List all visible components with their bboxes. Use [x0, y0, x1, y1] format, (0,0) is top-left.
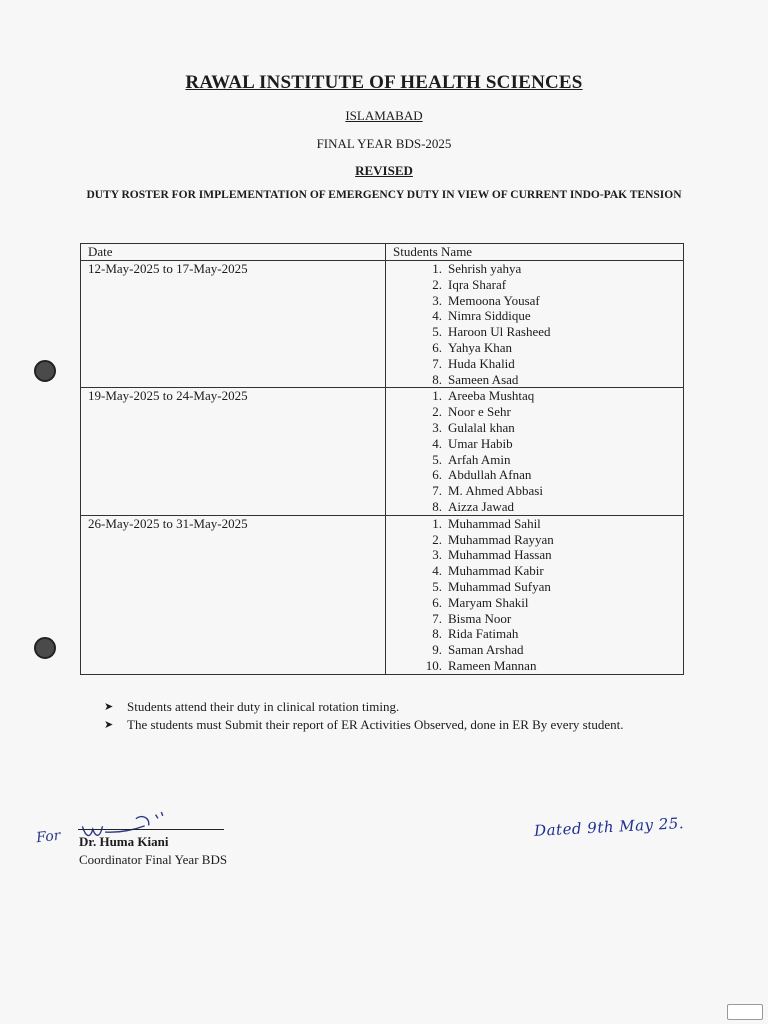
header-students: Students Name	[386, 244, 684, 261]
student-number: 6.	[432, 594, 442, 610]
list-item	[417, 611, 683, 627]
list-item	[417, 340, 683, 356]
student-number: 8.	[432, 498, 442, 514]
students-cell	[386, 261, 684, 388]
students-cell	[386, 388, 684, 515]
student-name: Gulalal khan	[448, 419, 515, 435]
note-text: The students must Submit their report of ER Activities Observed, done in ER By every student.	[127, 717, 624, 732]
list-item	[417, 658, 683, 674]
student-name: Yahya Khan	[448, 339, 513, 355]
student-number: 8.	[432, 371, 442, 387]
duty-date-cell: 26-May-2025 to 31-May-2025	[81, 515, 386, 674]
scanner-watermark-logo	[727, 1004, 763, 1020]
student-name: Abdullah Afnan	[448, 467, 532, 483]
student-name: Saman Arshad	[448, 642, 524, 658]
list-item	[417, 516, 683, 532]
student-number: 2.	[432, 531, 442, 547]
header-date: Date	[81, 244, 386, 261]
student-number: 7.	[432, 483, 442, 499]
student-name: Muhammad Sufyan	[448, 578, 551, 594]
student-name: Iqra Sharaf	[448, 276, 507, 292]
signatory-name: Dr. Huma Kiani	[79, 834, 169, 849]
student-name: Muhammad Hassan	[448, 547, 552, 563]
table-header-row	[81, 244, 684, 261]
arrow-bullet-icon: ➤	[104, 700, 114, 713]
student-name: Sehrish yahya	[448, 261, 522, 276]
revised-heading: REVISED	[355, 163, 413, 178]
student-number: 1.	[432, 388, 442, 404]
city-heading: ISLAMABAD	[345, 108, 423, 123]
student-name: Maryam Shakil	[448, 594, 529, 610]
student-name: Sameen Asad	[448, 371, 519, 387]
student-number: 3.	[432, 292, 442, 308]
student-name: Arfah Amin	[448, 451, 511, 467]
student-name: Muhammad Rayyan	[448, 531, 554, 547]
list-item	[417, 404, 683, 420]
signature-line	[78, 829, 224, 830]
signatory-title: Coordinator Final Year BDS	[79, 852, 228, 867]
list-item	[417, 483, 683, 499]
student-number: 2.	[432, 276, 442, 292]
student-list	[393, 388, 683, 514]
student-number: 3.	[432, 419, 442, 435]
student-number: 6.	[432, 467, 442, 483]
student-number: 6.	[432, 339, 442, 355]
punch-hole	[34, 637, 56, 659]
student-name: M. Ahmed Abbasi	[448, 483, 543, 499]
arrow-bullet-icon: ➤	[104, 718, 114, 731]
student-number: 4.	[432, 435, 442, 451]
list-item	[417, 467, 683, 483]
note-text: Students attend their duty in clinical rotation timing.	[127, 699, 400, 714]
student-name: Huda Khalid	[448, 355, 515, 371]
list-item	[417, 579, 683, 595]
handwritten-date: Dated 9th May 25.	[533, 814, 685, 840]
list-item	[417, 563, 683, 579]
list-item	[417, 372, 683, 388]
student-number: 7.	[432, 355, 442, 371]
list-item	[417, 356, 683, 372]
table-row	[81, 388, 684, 515]
list-item	[417, 436, 683, 452]
list-item	[417, 532, 683, 548]
list-item	[417, 324, 683, 340]
student-number: 4.	[432, 563, 442, 579]
student-name: Areeba Mushtaq	[448, 388, 535, 404]
student-name: Noor e Sehr	[448, 404, 511, 420]
list-item	[417, 308, 683, 324]
list-item	[417, 642, 683, 658]
punch-hole	[34, 360, 56, 382]
student-name: Memoona Yousaf	[448, 292, 540, 308]
student-name: Umar Habib	[448, 435, 513, 451]
student-number: 8.	[432, 626, 442, 642]
student-number: 5.	[432, 324, 442, 340]
list-item	[417, 499, 683, 515]
student-number: 1.	[432, 261, 442, 276]
list-item	[417, 452, 683, 468]
list-item	[417, 261, 683, 277]
student-name: Muhammad Sahil	[448, 515, 541, 531]
student-number: 9.	[432, 642, 442, 658]
student-list	[393, 261, 683, 387]
student-number: 5.	[432, 578, 442, 594]
student-name: Haroon Ul Rasheed	[448, 324, 551, 340]
student-name: Muhammad Kabir	[448, 563, 544, 579]
student-number: 3.	[432, 547, 442, 563]
table-row	[81, 261, 684, 388]
student-number: 7.	[432, 610, 442, 626]
student-name: Aizza Jawad	[448, 498, 515, 514]
note-item	[104, 716, 664, 734]
note-item	[104, 698, 664, 716]
list-item	[417, 388, 683, 404]
list-item	[417, 277, 683, 293]
student-name: Bisma Noor	[448, 610, 512, 626]
table-row	[81, 515, 684, 674]
students-cell	[386, 515, 684, 674]
notes-list	[104, 698, 664, 734]
student-name: Rameen Mannan	[448, 657, 537, 673]
duty-date-cell: 12-May-2025 to 17-May-2025	[81, 261, 386, 388]
student-number: 1.	[432, 515, 442, 531]
list-item	[417, 420, 683, 436]
duty-date-cell: 19-May-2025 to 24-May-2025	[81, 388, 386, 515]
student-number: 2.	[432, 404, 442, 420]
list-item	[417, 626, 683, 642]
student-number: 4.	[432, 308, 442, 324]
list-item	[417, 547, 683, 563]
student-number: 5.	[432, 451, 442, 467]
list-item	[417, 293, 683, 309]
for-text: For	[35, 827, 62, 847]
institute-title: RAWAL INSTITUTE OF HEALTH SCIENCES	[185, 72, 583, 93]
list-item	[417, 595, 683, 611]
student-number: 10.	[425, 657, 442, 673]
student-name: Rida Fatimah	[448, 626, 519, 642]
student-list	[393, 516, 683, 674]
roster-subject: DUTY ROSTER FOR IMPLEMENTATION OF EMERGENCY DUTY IN VIEW OF CURRENT INDO-PAK TENSION	[86, 189, 682, 201]
roster-table	[80, 243, 684, 675]
student-name: Nimra Siddique	[448, 308, 531, 324]
year-heading: FINAL YEAR BDS-2025	[316, 136, 452, 151]
